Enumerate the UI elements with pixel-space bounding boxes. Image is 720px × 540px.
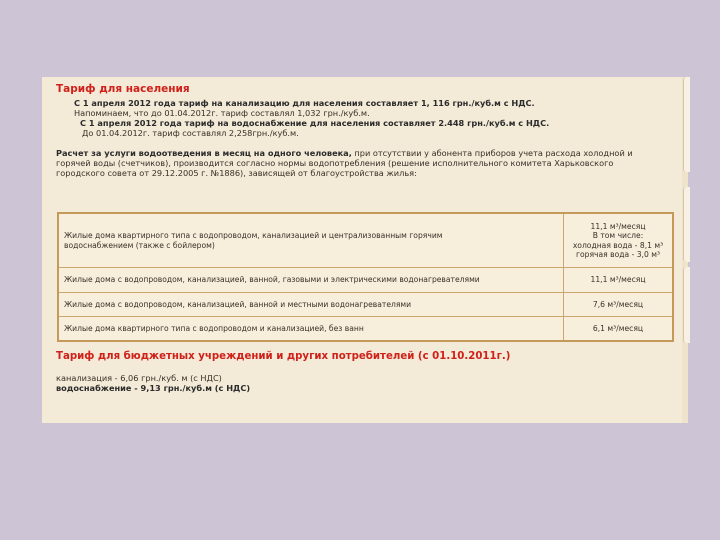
calc-paragraph-line1 [56, 148, 674, 158]
row-description-cont: водоснабжением (также с бойлером) [64, 240, 215, 250]
row-description: Жилые дома квартирного типа с водопроводом, канализацией и централизованным горячим [64, 231, 443, 241]
row-value-hot: горячая вода - 3,0 м³ [575, 250, 660, 260]
row-value-note: В том числе: [592, 231, 644, 241]
row-value: 7,6 м³/месяц [592, 299, 644, 309]
row-value: 11,1 м³/месяц [590, 275, 646, 285]
table-row [58, 317, 673, 341]
water-tariff-line: С 1 апреля 2012 года тариф на водоснабжение для населения составляет 2.448 грн./куб.м с НДС. [80, 118, 550, 128]
table-cell-value [564, 213, 674, 268]
row-value: 6,1 м³/месяц [592, 323, 644, 333]
table-cell-value [564, 292, 674, 316]
calc-bold-intro: Расчет за услуги водоотведения в месяц на одного человека, [56, 148, 352, 158]
budget-sewer-line: канализация - 6,06 грн./куб. м (с НДС) [56, 373, 222, 383]
table-cell-description [58, 268, 564, 292]
section-title-budget: Тариф для бюджетных учреждений и других потребителей (с 01.10.2011г.) [56, 351, 511, 362]
table-cell-value [564, 317, 674, 341]
table-cell-description [58, 317, 564, 341]
sewer-previous-tariff-line: Напоминаем, что до 01.04.2012г. тариф составлял 1,032 грн./куб.м. [74, 108, 370, 118]
table-cell-description [58, 213, 564, 268]
table-row [58, 268, 673, 292]
calc-paragraph-line3: городского совета от 29.12.2005 г. №1886), зависящей от благоустройства жилья: [56, 168, 417, 178]
tab-1[interactable] [683, 77, 690, 172]
table-cell-value [564, 268, 674, 292]
budget-water-line: водоснабжение - 9,13 грн./куб.м (с НДС) [56, 383, 251, 393]
row-description: Жилые дома с водопроводом, канализацией, ванной, газовыми и электрическими водонагревателями [64, 275, 480, 285]
calc-rest-line1: при отсутствии у абонента приборов учета расхода холодной и [351, 148, 633, 158]
water-previous-tariff-line: До 01.04.2012г. тариф составлял 2,258грн./куб.м. [82, 128, 299, 138]
content-panel [42, 77, 688, 423]
tab-2[interactable] [683, 187, 690, 262]
table-row [58, 213, 673, 268]
section-title-population: Тариф для населения [56, 83, 190, 95]
budget-tariff-list [56, 373, 250, 393]
sewer-tariff-line: С 1 апреля 2012 года тариф на канализацию для населения составляет 1, 116 грн./куб.м с НДС. [74, 98, 535, 108]
calc-paragraph-line2: горячей воды (счетчиков), производится согласно нормы водопотребления (решение исполнительного комитета Харьковского [56, 158, 614, 168]
table-cell-description [58, 292, 564, 316]
row-value-cold: холодная вода - 8,1 м³ [572, 240, 664, 250]
row-description: Жилые дома с водопроводом, канализацией, ванной и местными водонагревателями [64, 299, 412, 309]
consumption-norms-table [57, 212, 674, 342]
row-value: 11,1 м³/месяц [590, 221, 646, 231]
table-row [58, 292, 673, 316]
row-description: Жилые дома квартирного типа с водопроводом и канализацией, без ванн [64, 323, 364, 333]
tab-3[interactable] [683, 267, 690, 343]
